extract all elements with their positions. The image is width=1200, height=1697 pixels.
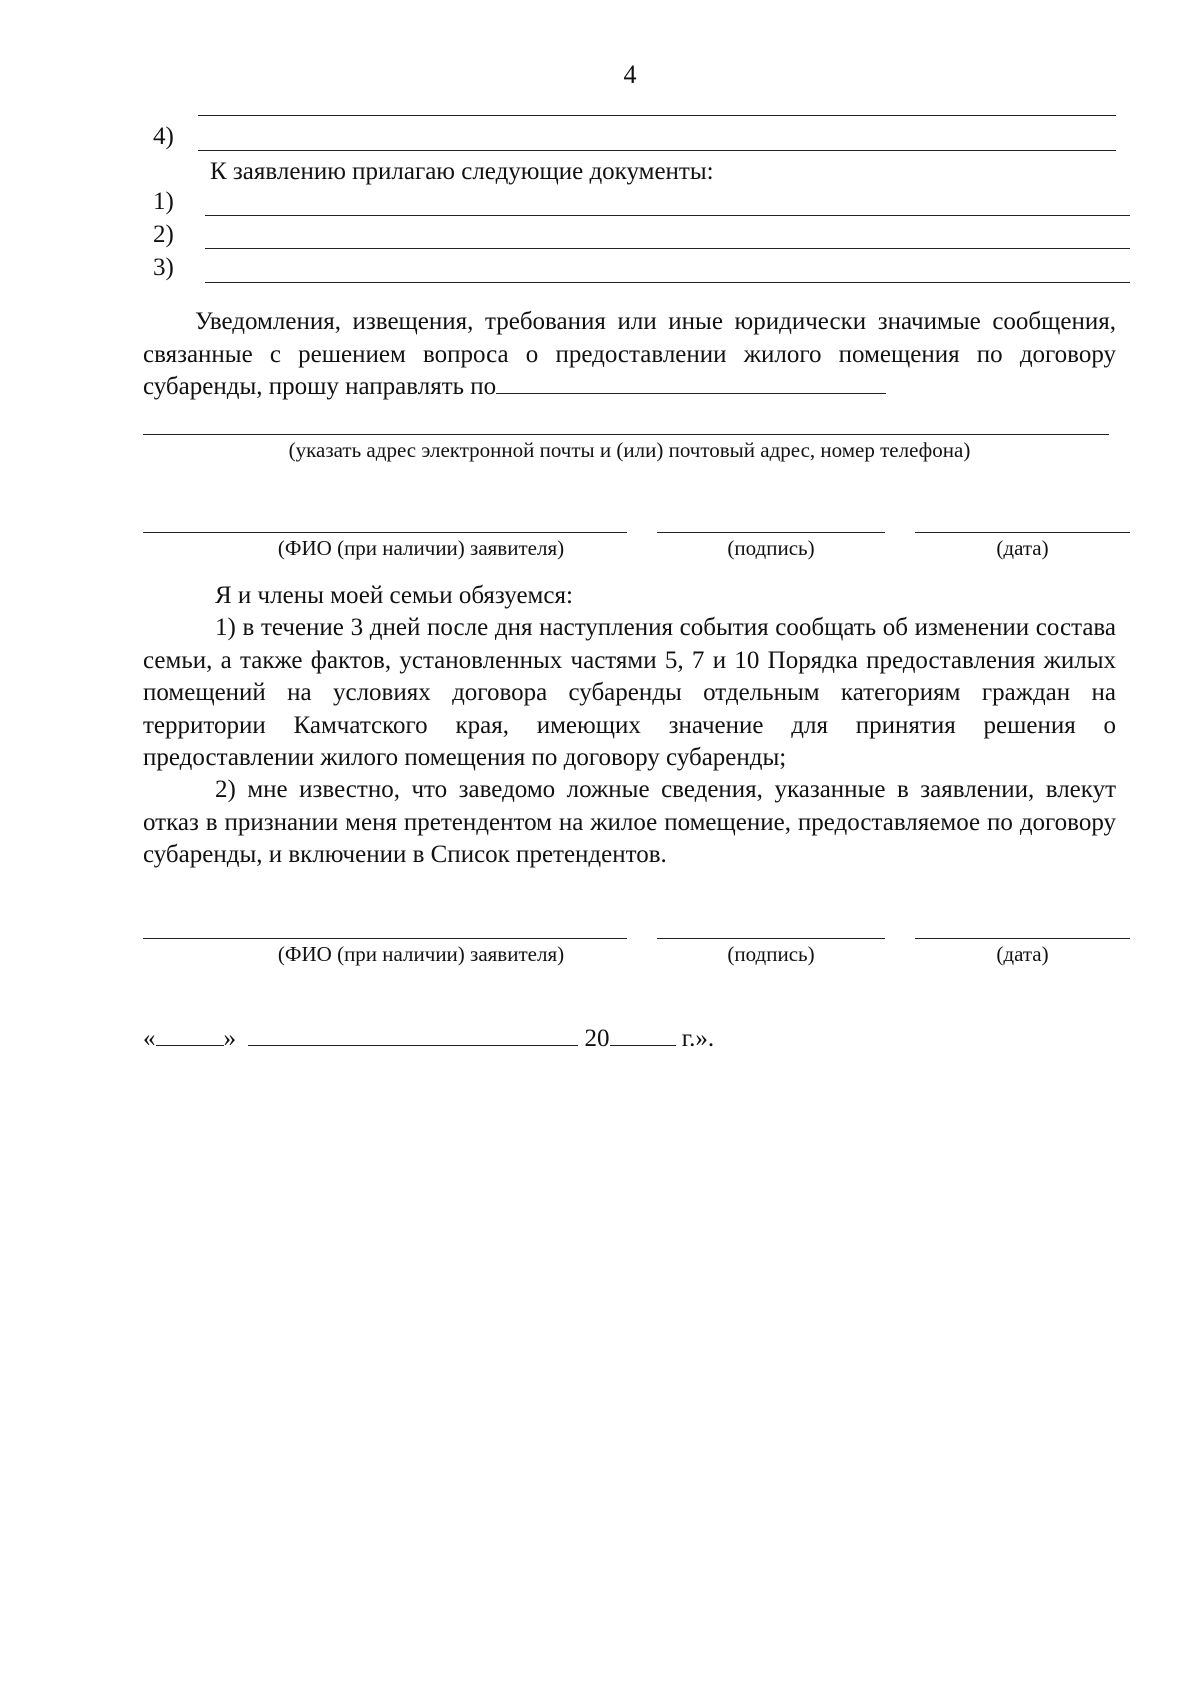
notifications-hint: (указать адрес электронной почты и (или) почтовый адрес, номер телефона) <box>288 438 971 462</box>
obligation-item-2-text: 2) мне известно, что заведомо ложные сведения, указанные в заявлении, влекут отказ в признании меня претендентом на жилое помещение, предоставляемое по договору субаренды, и включении в Список претендентов. <box>143 776 1116 868</box>
page-number: 4 <box>623 60 637 89</box>
date-line-2 <box>915 938 1130 939</box>
document-date-line <box>143 1023 714 1055</box>
obligation-item-1-text: 1) в течение 3 дней после дня наступления события сообщать об изменении состава семьи, а также фактов, установленных частями 5, 7 и 10 Порядка предоставления жилых помещений на условиях договора субаренды отдельным категориям граждан на территории Камчатского края, имеющих значение для принятия решения о предоставлении жилого помещения по договору субаренды; <box>143 614 1116 771</box>
item-4-line <box>198 150 1116 151</box>
item-3-continuation-line <box>198 115 1116 116</box>
date-line-1 <box>915 532 1130 533</box>
notifications-paragraph <box>143 306 1116 404</box>
attachment-1-label: 1) <box>153 188 174 215</box>
obligation-item-2 <box>143 774 1116 872</box>
fio-caption-1: (ФИО (при наличии) заявителя) <box>277 536 565 560</box>
month-blank <box>248 1023 578 1046</box>
notifications-second-line <box>143 434 1109 435</box>
signature-line-1 <box>657 532 885 533</box>
attachment-3-label: 3) <box>153 254 174 281</box>
day-blank <box>156 1023 224 1046</box>
notifications-address-blank <box>496 371 886 394</box>
date-caption-2: (дата) <box>996 942 1049 966</box>
date-open-quote: « <box>143 1025 156 1052</box>
obligations-heading-paragraph <box>143 580 1116 613</box>
date-caption-1: (дата) <box>996 536 1049 560</box>
fio-caption-2: (ФИО (при наличии) заявителя) <box>277 942 565 966</box>
attachment-1-line <box>205 215 1130 216</box>
attachment-3-line <box>205 282 1130 283</box>
signature-caption-1: (подпись) <box>727 536 815 560</box>
attachment-2-line <box>205 248 1130 249</box>
signature-caption-2: (подпись) <box>727 942 815 966</box>
date-suffix: г.». <box>681 1025 715 1052</box>
attachments-heading: К заявлению прилагаю следующие документы: <box>210 158 714 185</box>
obligations-heading: Я и члены моей семьи обязуемся: <box>215 582 573 609</box>
notifications-text: Уведомления, извещения, требования или иные юридически значимые сообщения, связанные с решением вопроса о предоставлении жилого помещения по договору субаренды, прошу направлять по <box>143 308 1116 400</box>
year-blank <box>610 1023 676 1046</box>
item-4-label: 4) <box>153 123 174 150</box>
date-close-quote: » <box>223 1025 236 1052</box>
attachment-2-label: 2) <box>153 221 174 248</box>
signature-line-2 <box>657 938 885 939</box>
year-prefix: 20 <box>584 1025 610 1052</box>
obligation-item-1 <box>143 612 1116 775</box>
fio-line-2 <box>143 938 627 939</box>
fio-line-1 <box>143 532 627 533</box>
